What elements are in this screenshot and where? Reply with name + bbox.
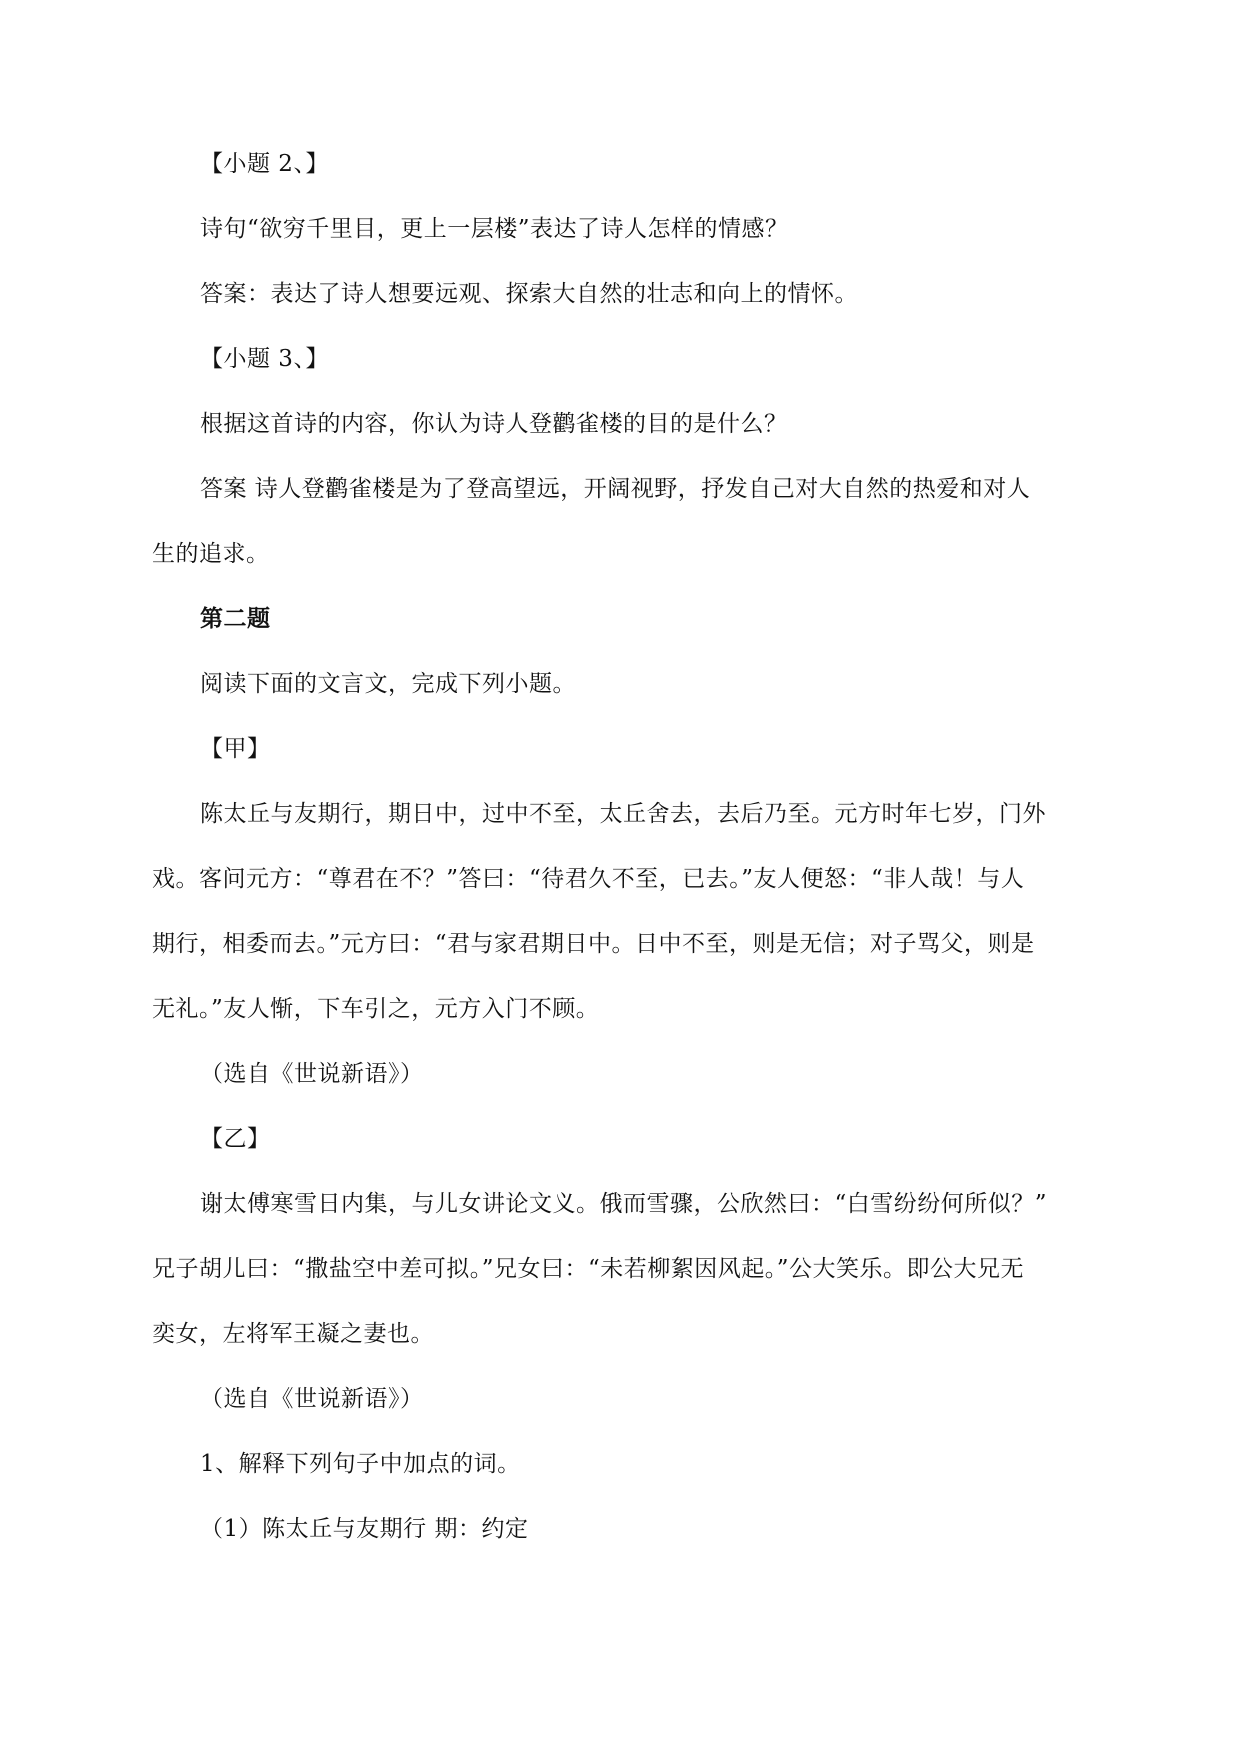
subquestion-3-heading: 【小题 3、】 bbox=[200, 346, 329, 372]
question-1-item-1: （1）陈太丘与友期行 期：约定 bbox=[200, 1516, 529, 1542]
subquestion-2-question: 诗句“欲穷千里目，更上一层楼”表达了诗人怎样的情感？ bbox=[200, 216, 789, 242]
subquestion-3-answer-line-1: 答案 诗人登鹳雀楼是为了登高望远，开阔视野，抒发自己对大自然的热爱和对人 bbox=[200, 476, 1031, 502]
passage-yi-source: （选自《世说新语》） bbox=[200, 1386, 424, 1412]
subquestion-3-question: 根据这首诗的内容，你认为诗人登鹳雀楼的目的是什么？ bbox=[200, 411, 788, 437]
passage-jia-line-1: 陈太丘与友期行，期日中，过中不至，太丘舍去，去后乃至。元方时年七岁，门外 bbox=[200, 801, 1046, 827]
subquestion-2-answer: 答案：表达了诗人想要远观、探索大自然的壮志和向上的情怀。 bbox=[200, 281, 858, 307]
passage-yi-line-1: 谢太傅寒雪日内集，与儿女讲论文义。俄而雪骤，公欣然曰：“白雪纷纷何所似？” bbox=[200, 1191, 1048, 1217]
section-2-heading: 第二题 bbox=[200, 605, 271, 632]
passage-jia-line-2: 戏。客问元方：“尊君在不？”答曰：“待君久不至，已去。”友人便怒：“非人哉！与人 bbox=[152, 866, 1025, 892]
subquestion-3-answer-line-2: 生的追求。 bbox=[152, 541, 270, 567]
passage-jia-line-3: 期行，相委而去。”元方曰：“君与家君期日中。日中不至，则是无信；对子骂父，则是 bbox=[152, 931, 1035, 957]
question-1-instruction: 1、解释下列句子中加点的词。 bbox=[200, 1451, 521, 1477]
passage-jia-source: （选自《世说新语》） bbox=[200, 1061, 424, 1087]
passage-jia-heading: 【甲】 bbox=[200, 736, 271, 762]
passage-yi-line-2: 兄子胡儿曰：“撒盐空中差可拟。”兄女曰：“未若柳絮因风起。”公大笑乐。即公大兄无 bbox=[152, 1256, 1025, 1282]
section-2-instruction: 阅读下面的文言文，完成下列小题。 bbox=[200, 671, 576, 697]
passage-jia-line-4: 无礼。”友人惭，下车引之，元方入门不顾。 bbox=[152, 996, 600, 1022]
passage-yi-heading: 【乙】 bbox=[200, 1126, 271, 1152]
passage-yi-line-3: 奕女，左将军王凝之妻也。 bbox=[152, 1321, 434, 1347]
subquestion-2-heading: 【小题 2、】 bbox=[200, 151, 329, 177]
